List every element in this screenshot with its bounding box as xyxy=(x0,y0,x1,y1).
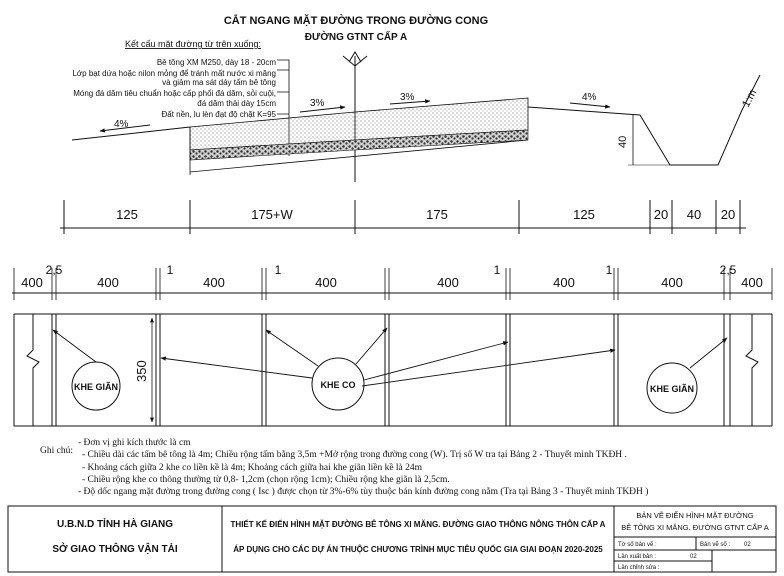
embankment-slope: 1:m xyxy=(740,87,760,110)
slab-width-label: 350 xyxy=(134,360,149,382)
expansion-right-arrow xyxy=(690,338,727,368)
expansion-joint-right-label: KHE GIÃN xyxy=(649,384,695,394)
cross-dim-4: 125 xyxy=(573,207,595,222)
right-shoulder-line xyxy=(528,75,760,165)
issue-label: Lần xuất bản : xyxy=(618,554,657,560)
break-mark-left xyxy=(27,314,39,426)
plan-dim-6: 400 xyxy=(553,275,575,290)
plan-dim-ticks xyxy=(14,268,772,300)
sheet-title-1: BẢN VẼ ĐIỂN HÌNH MẶT ĐƯỜNG xyxy=(636,511,754,520)
project-title: THIẾT KẾ ĐIỂN HÌNH MẶT ĐƯỜNG BÊ TÔNG XI MĂNG. ĐƯỜNG GIAO THÔNG NÔNG THÔN CẤP A xyxy=(230,520,606,529)
layer2a-label: Lớp bạt dứa hoặc nilon mỏng để tránh mất nước xi măng xyxy=(72,69,276,78)
notes-block xyxy=(40,437,760,498)
revision-label: Lần chỉnh sửa : xyxy=(618,565,660,571)
plan-dim-2: 400 xyxy=(97,275,119,290)
notes-list xyxy=(40,437,760,498)
note-item: - Chiều rộng khe co thông thường từ 0,8- 1,2cm (chọn rộng 1cm); Chiều rộng khe giãn là 2,5cm. xyxy=(82,474,450,485)
gap-dim-2: 1 xyxy=(166,263,174,277)
org-name-1: U.B.N.D TỈNH HÀ GIANG xyxy=(56,519,174,530)
pavement-right-slope: 3% xyxy=(400,92,415,103)
break-mark-right xyxy=(746,314,758,426)
contraction-arrow-4 xyxy=(364,342,508,380)
expansion-joint-left-label: KHE GIÃN xyxy=(73,382,119,392)
plan-dim-5: 400 xyxy=(437,275,459,290)
note-item: - Chiều dài các tấm bê tông là 4m; Chiều rộng tấm bằng 3,5m +Mở rộng trong đường cong (W). Trị số W tra tại Bảng 2 - Thuyết minh TKĐH . xyxy=(82,450,627,461)
drawing-subtitle: ĐƯỜNG GTNT CẤP A xyxy=(304,32,408,43)
ditch-depth-label: 40 xyxy=(617,135,629,148)
contraction-arrow-3 xyxy=(356,328,387,364)
org-name-2: SỞ GIAO THÔNG VẬN TẢI xyxy=(52,544,178,555)
cross-dim-6: 40 xyxy=(686,207,702,222)
cross-dim-2: 175+W xyxy=(251,207,293,222)
note-item: - Độ dốc ngang mặt đường trong đường cong ( Isc ) được chọn từ 3%-6% tùy thuộc bán kính đường cong nằm (Tra tại Bảng 3 - Thuyết minh TKĐH ) xyxy=(78,487,649,498)
plan-dim-4: 400 xyxy=(315,275,337,290)
layer2b-label: và giảm ma sát dáy tấm bê tông xyxy=(162,78,276,87)
cross-dim-ticks xyxy=(64,200,740,234)
expansion-left-arrow xyxy=(53,330,96,362)
contraction-arrow-5 xyxy=(362,350,615,386)
gap-dim-5: 1 xyxy=(605,263,613,277)
drawing-number-label: Bản vẽ số : xyxy=(700,542,731,548)
drawing-number-value: 02 xyxy=(744,542,751,548)
cross-dim-3: 175 xyxy=(426,207,448,222)
plan-dim-7: 400 xyxy=(661,275,683,290)
gap-dim-6: 2,5 xyxy=(719,263,737,277)
right-shoulder-arrow xyxy=(570,103,610,107)
note-item: - Khoảng cách giữa 2 khe co liền kề là 4m; Khoảng cách giữa hai khe giãn liền kề là 24m xyxy=(82,462,423,473)
structure-heading: Kết cấu mặt đường từ trên xuống: xyxy=(125,39,262,49)
layer3b-label: đá dăm thải dày 15cm xyxy=(197,99,276,108)
layer3a-label: Móng đá dăm tiêu chuẩn hoặc cấp phối đá dăm, sỏi cuội, xyxy=(73,89,276,98)
left-shoulder-line xyxy=(72,127,190,140)
layer4-label: Đất nền, lu lèn đạt độ chặt K=95 xyxy=(161,110,276,119)
issue-value: 02 xyxy=(690,554,697,560)
contraction-arrow-2 xyxy=(266,330,318,366)
right-shoulder-slope: 4% xyxy=(582,92,597,103)
plan-dim-8: 400 xyxy=(741,275,763,290)
left-shoulder-slope: 4% xyxy=(114,119,129,130)
project-subtitle: ÁP DỤNG CHO CÁC DỰ ÁN THUỘC CHƯƠNG TRÌNH MỤC TIÊU QUỐC GIA GIAI ĐOẠN 2020-2025 xyxy=(233,545,603,554)
sheet-title-2: BÊ TÔNG XI MĂNG. ĐƯỜNG GTNT CẤP A xyxy=(621,523,769,532)
notes-heading: Ghi chú: xyxy=(40,446,73,456)
plan-dim-3: 400 xyxy=(203,275,225,290)
contraction-joint-label: KHE CO xyxy=(320,380,356,390)
contraction-arrow-1 xyxy=(161,358,312,378)
gap-dim-4: 1 xyxy=(493,263,501,277)
sheet-number-label: Tờ số bản vẽ : xyxy=(618,542,657,548)
gap-dim-3: 1 xyxy=(274,263,282,277)
cross-dim-7: 20 xyxy=(720,207,736,222)
drawing-title: CẮT NGANG MẶT ĐƯỜNG TRONG ĐƯỜNG CONG xyxy=(223,15,489,27)
gap-dim-1: 2,5 xyxy=(45,263,63,277)
pavement-left-slope: 3% xyxy=(310,98,325,109)
cross-dim-5: 20 xyxy=(653,207,669,222)
layer1-label: Bê tông XM M250, dày 18 - 20cm xyxy=(156,58,276,67)
cross-dim-1: 125 xyxy=(116,207,138,222)
plan-dim-1: 400 xyxy=(21,275,43,290)
note-item: - Đơn vị ghi kích thước là cm xyxy=(78,438,191,448)
